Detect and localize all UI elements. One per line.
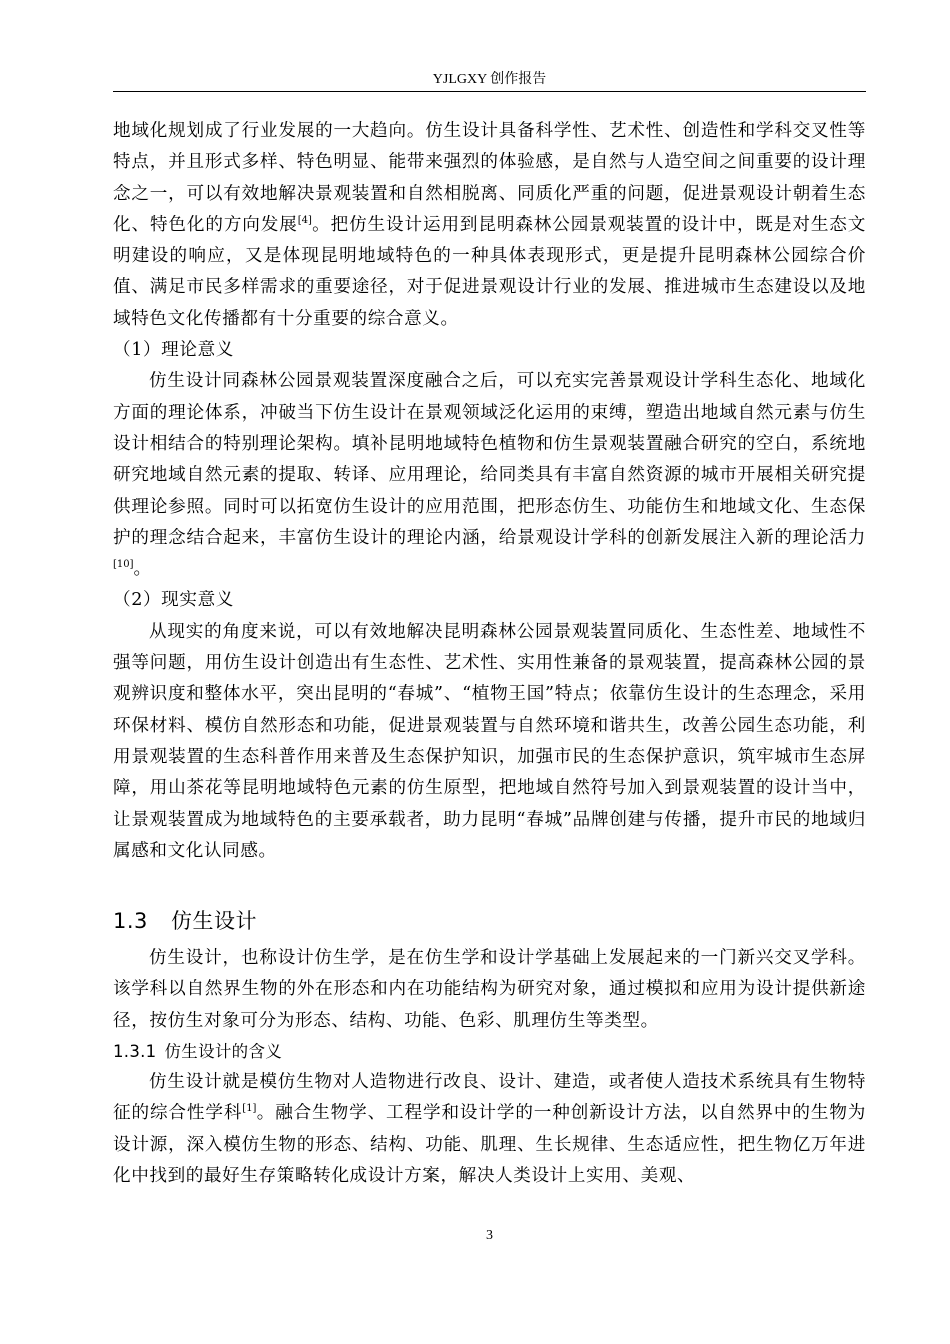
paragraph-practice: 从现实的角度来说，可以有效地解决昆明森林公园景观装置同质化、生态性差、地域性不强等问题，用仿生设计创造出有生态性、艺术性、实用性兼备的景观装置，提高森林公园的景观辨识度和整体水平，突出昆明的“春城”、“植物王国”特点；依靠仿生设计的生态理念，采用环保材料、模仿自然形态和功能，促进景观装置与自然环境和谐共生，改善公园生态功能，利用景观装置的生态科普作用来普及生态保护知识，加强市民的生态保护意识，筑牢城市生态屏障，用山茶花等昆明地域特色元素的仿生原型，把地域自然符号加入到景观装置的设计当中，让景观装置成为地域特色的主要承载者，助力昆明“春城”品牌创建与传播，提升市民的地域归属感和文化认同感。	[113, 621, 866, 861]
heading-theory-significance: （1）理论意义	[113, 340, 234, 361]
running-header: YJLGXY 创作报告	[432, 72, 547, 87]
citation-1: [1]	[242, 1103, 257, 1115]
paragraph-section-intro: 仿生设计，也称设计仿生学，是在仿生学和设计学基础上发展起来的一门新兴交叉学科。该学科以自然界生物的外在形态和内在功能结构为研究对象，通过模拟和应用为设计提供新途径，按仿生对象可分为形态、结构、功能、色彩、肌理仿生等类型。	[113, 948, 866, 1031]
subsection-heading	[113, 1039, 866, 1065]
page-body	[113, 116, 866, 1192]
subsection-number: 1.3.1	[113, 1042, 157, 1062]
paragraph-text: 仿生设计同森林公园景观装置深度融合之后，可以充实完善景观设计学科生态化、地域化方面的理论体系，冲破当下仿生设计在景观领域泛化运用的束缚，塑造出地域自然元素与仿生设计相结合的特别理论架构。填补昆明地域特色植物和仿生景观装置融合研究的空白，系统地研究地域自然元素的提取、转译、应用理论，给同类具有丰富自然资源的城市开展相关研究提供理论参照。同时可以拓宽仿生设计的应用范围，把形态仿生、功能仿生和地域文化、生态保护的理念结合起来，丰富仿生设计的理论内涵，给景观设计学科的创新发展注入新的理论活力	[113, 371, 866, 548]
heading-practical-significance: （2）现实意义	[113, 590, 234, 611]
paragraph-text: 仿生设计就是模仿生物对人造物进行改良、设计、建造，或者使人造技术系统具有生物特征的综合性学科	[113, 1072, 866, 1124]
paragraph-text-tail: 。	[133, 559, 152, 580]
citation-4: [4]	[297, 214, 312, 226]
header-rule	[113, 91, 866, 92]
section-heading	[113, 907, 866, 935]
page-number: 3	[486, 1228, 493, 1243]
section-number: 1.3	[113, 909, 148, 934]
paragraph-text: 地域化规划成了行业发展的一大趋向。仿生设计具备科学性、艺术性、创造性和学科交叉性等特点，并且形式多样、特色明显、能带来强烈的体验感，是自然与人造空间之间重要的设计理念之一，可以有效地解决景观装置和自然相脱离、同质化严重的问题，促进景观设计朝着生态化、特色化的方向发展	[113, 121, 866, 235]
paragraph-theory	[113, 366, 866, 585]
paragraph-definition	[113, 1067, 866, 1192]
paragraph-intro	[113, 116, 866, 335]
paragraph-text-tail: 。把仿生设计运用到昆明森林公园景观装置的设计中，既是对生态文明建设的响应，又是体现昆明地域特色的一种具体表现形式，更是提升昆明森林公园综合价值、满足市民多样需求的重要途径，对于促进景观设计行业的发展、推进城市生态建设以及地域特色文化传播都有十分重要的综合意义。	[113, 214, 866, 329]
citation-10: [10]	[113, 559, 134, 571]
section-title: 仿生设计	[171, 909, 257, 934]
subsection-title: 仿生设计的含义	[164, 1042, 283, 1062]
paragraph-text-tail: 。融合生物学、工程学和设计学的一种创新设计方法，以自然界中的生物为设计源，深入模仿生物的形态、结构、功能、肌理、生长规律、生态适应性，把生物亿万年进化中找到的最好生存策略转化成设计方案，解决人类设计上实用、美观、	[113, 1103, 866, 1186]
